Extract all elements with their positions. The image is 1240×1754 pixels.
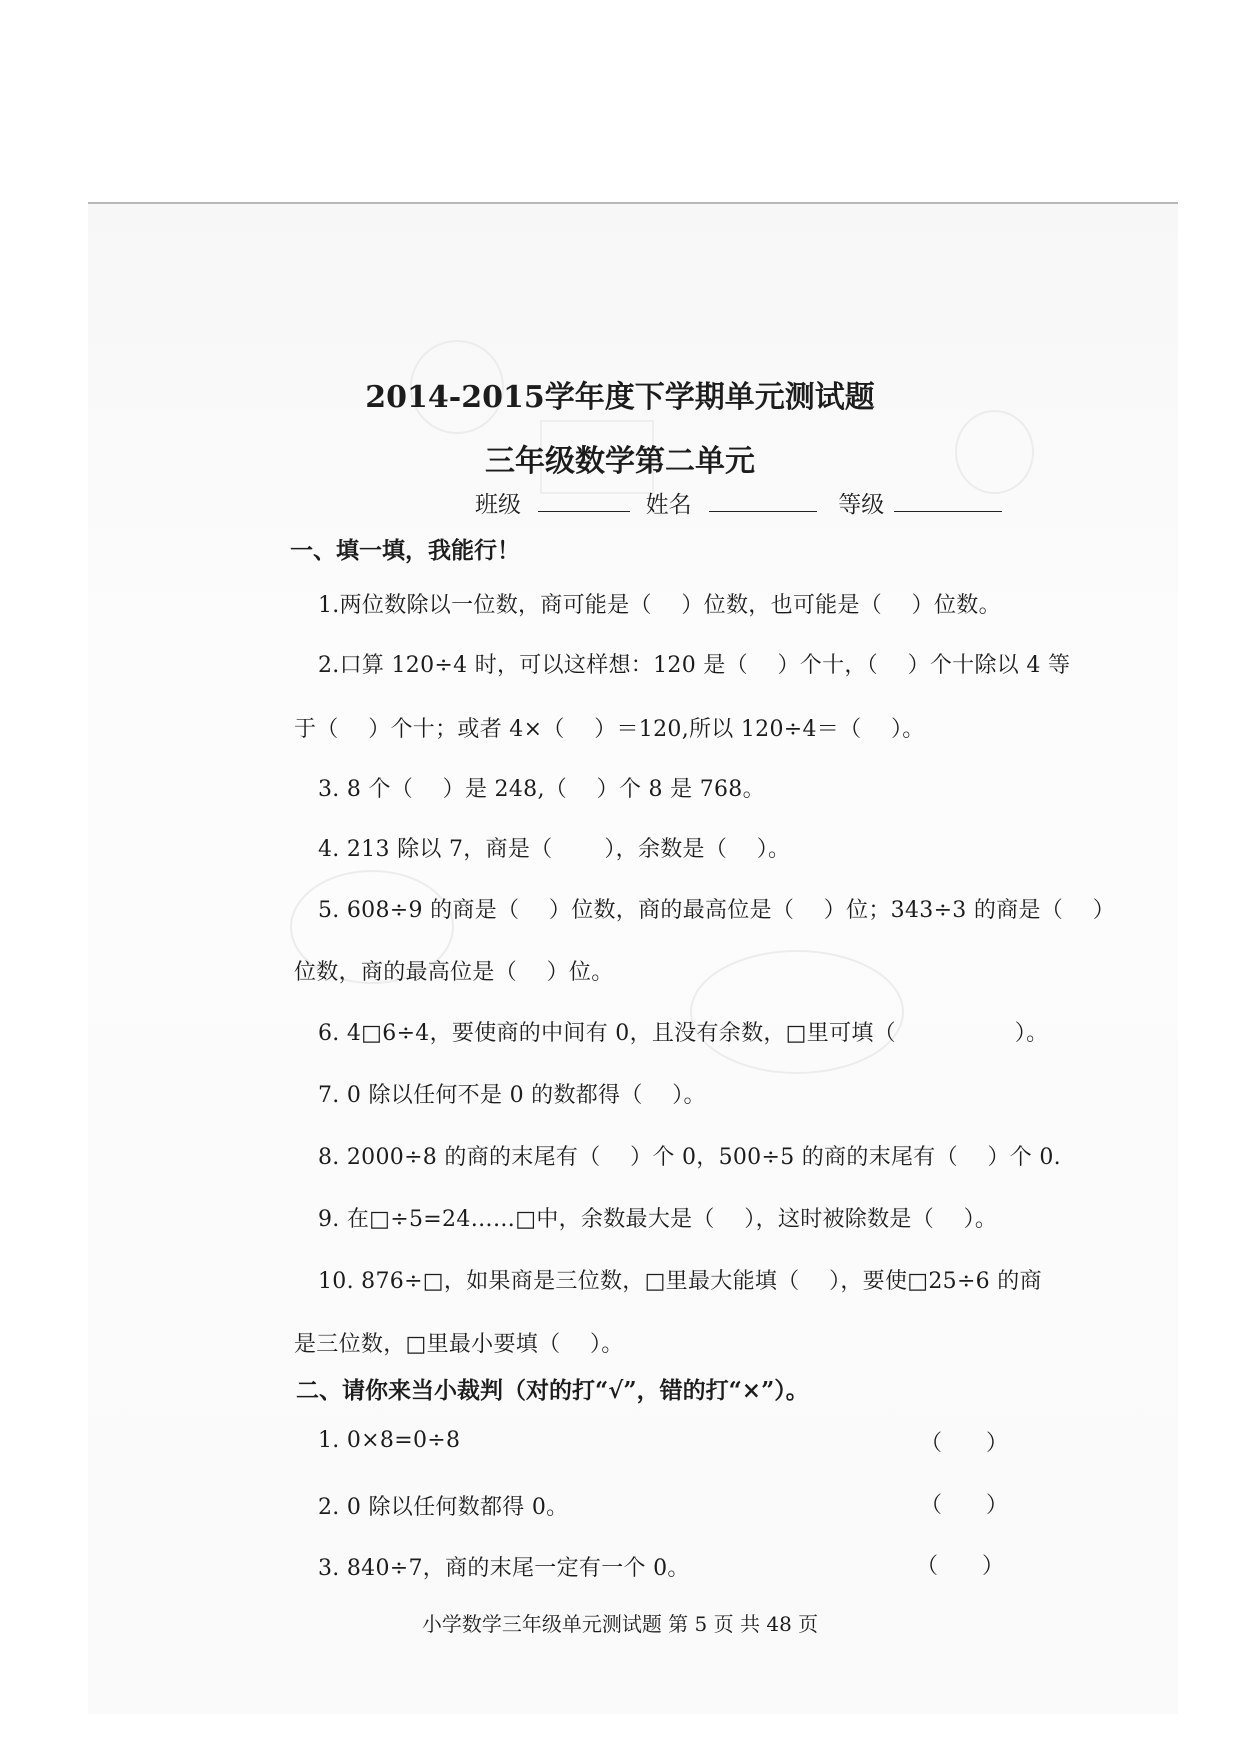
page-footer: 小学数学三年级单元测试题 第 5 页 共 48 页 bbox=[421, 1612, 819, 1636]
student-info-row bbox=[475, 486, 1002, 519]
question-4: 4. 213 除以 7，商是（ ），余数是（ ）。 bbox=[318, 837, 791, 862]
judge-item-2: 2. 0 除以任何数都得 0。 bbox=[318, 1495, 569, 1520]
class-label: 班级 bbox=[475, 492, 521, 518]
question-2-line-2: 于（ ）个十；或者 4×（ ）＝120,所以 120÷4＝（ ）。 bbox=[294, 717, 925, 742]
grade-blank[interactable] bbox=[894, 489, 1002, 512]
grade-label: 等级 bbox=[838, 492, 885, 518]
page-title: 2014-2015学年度下学期单元测试题 bbox=[365, 380, 875, 415]
question-3: 3. 8 个（ ）是 248,（ ）个 8 是 768。 bbox=[318, 777, 765, 802]
judge-item-3: 3. 840÷7，商的末尾一定有一个 0。 bbox=[318, 1556, 690, 1581]
question-10-line-2: 是三位数，□里最小要填（ ）。 bbox=[294, 1332, 624, 1357]
question-10-line-1: 10. 876÷□，如果商是三位数，□里最大能填（ ），要使□25÷6 的商 bbox=[318, 1269, 1042, 1294]
judge-answer-bracket-3[interactable]: （ ） bbox=[916, 1554, 1005, 1579]
question-9: 9. 在□÷5=24……□中，余数最大是（ ），这时被除数是（ ）。 bbox=[318, 1207, 998, 1232]
question-7: 7. 0 除以任何不是 0 的数都得（ ）。 bbox=[318, 1083, 706, 1108]
question-1: 1.两位数除以一位数，商可能是（ ）位数，也可能是（ ）位数。 bbox=[318, 593, 1001, 618]
section-1-heading: 一、填一填，我能行！ bbox=[290, 537, 520, 564]
question-6: 6. 4□6÷4，要使商的中间有 0，且没有余数，□里可填（ ）。 bbox=[318, 1021, 1049, 1046]
question-2-line-1: 2.口算 120÷4 时，可以这样想：120 是（ ）个十，（ ）个十除以 4 等 bbox=[318, 653, 1071, 678]
class-blank[interactable] bbox=[538, 489, 630, 512]
question-8: 8. 2000÷8 的商的末尾有（ ）个 0，500÷5 的商的末尾有（ ）个 0. bbox=[318, 1145, 1061, 1170]
judge-answer-bracket-2[interactable]: （ ） bbox=[920, 1493, 1009, 1518]
bleed-through-bubble bbox=[690, 950, 904, 1074]
judge-item-1: 1. 0×8=0÷8 bbox=[318, 1428, 461, 1453]
page-subtitle: 三年级数学第二单元 bbox=[485, 444, 755, 479]
judge-answer-bracket-1[interactable]: （ ） bbox=[920, 1431, 1009, 1456]
name-blank[interactable] bbox=[709, 489, 817, 512]
question-5-line-2: 位数，商的最高位是（ ）位。 bbox=[294, 960, 614, 985]
question-5-line-1: 5. 608÷9 的商是（ ）位数，商的最高位是（ ）位；343÷3 的商是（ ） bbox=[318, 898, 1115, 923]
section-2-heading: 二、请你来当小裁判（对的打“√”，错的打“×”）。 bbox=[296, 1377, 809, 1404]
name-label: 姓名 bbox=[645, 492, 692, 518]
